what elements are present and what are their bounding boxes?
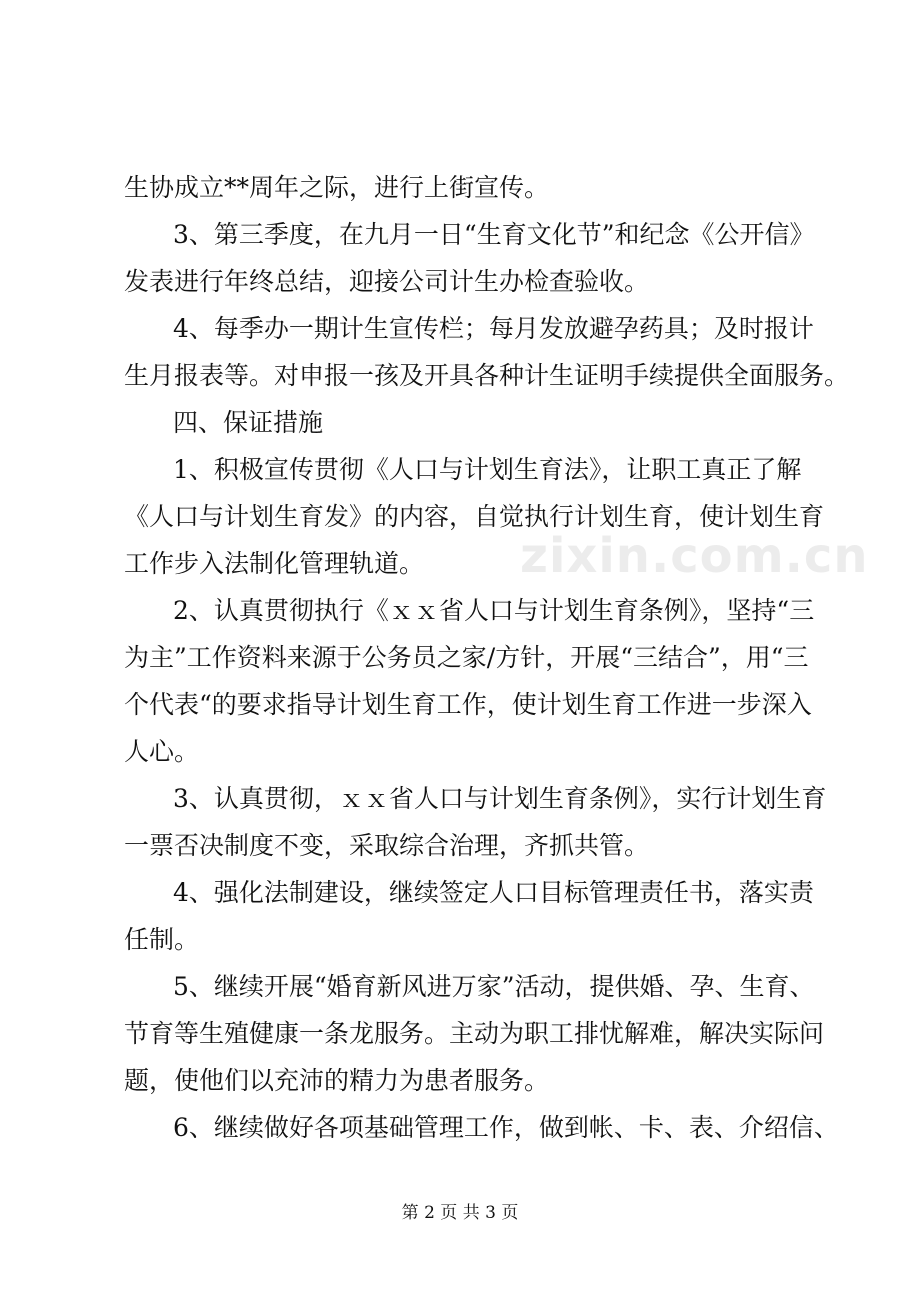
text-line: 一票否决制度不变，采取综合治理，齐抓共管。 bbox=[124, 831, 650, 860]
text-line: 个代表“的要求指导计划生育工作，使计划生育工作进一步深入 bbox=[124, 690, 812, 719]
text-line: 2、认真贯彻执行《ｘｘ省人口与计划生育条例》，坚持“三 bbox=[173, 596, 815, 625]
text-line: 工作步入法制化管理轨道。 bbox=[124, 549, 425, 578]
text-line: 5、继续开展“婚育新风进万家”活动，提供婚、孕、生育、 bbox=[173, 972, 815, 1001]
text-line: 6、继续做好各项基础管理工作，做到帐、卡、表、介绍信、 bbox=[173, 1113, 839, 1142]
text-line: 节育等生殖健康一条龙服务。主动为职工排忧解难，解决实际问 bbox=[124, 1019, 825, 1048]
text-line: 人心。 bbox=[124, 737, 200, 766]
section-heading: 四、保证措施 bbox=[173, 408, 324, 437]
text-line: 题，使他们以充沛的精力为患者服务。 bbox=[124, 1066, 550, 1095]
text-line: 3、第三季度，在九月一日“生育文化节”和纪念《公开信》 bbox=[173, 220, 815, 249]
text-line: 为主”工作资料来源于公务员之家/方针，开展“三结合”，用“三 bbox=[124, 643, 809, 672]
text-line: 生月报表等。对申报一孩及开具各种计生证明手续提供全面服务。 bbox=[124, 361, 850, 390]
text-line: 任制。 bbox=[124, 925, 200, 954]
text-line: 4、强化法制建设，继续签定人口目标管理责任书，落实责 bbox=[173, 878, 814, 907]
text-line: 《人口与计划生育发》的内容，自觉执行计划生育，使计划生育 bbox=[124, 502, 825, 531]
text-line: 1、积极宣传贯彻《人口与计划生育法》，让职工真正了解 bbox=[173, 455, 802, 484]
text-line: 发表进行年终总结，迎接公司计生办检查验收。 bbox=[124, 267, 650, 296]
text-line: 生协成立**周年之际，进行上街宣传。 bbox=[124, 173, 550, 202]
text-line: 4、每季办一期计生宣传栏；每月发放避孕药具；及时报计 bbox=[173, 314, 814, 343]
text-line: 3、认真贯彻，ｘｘ省人口与计划生育条例》，实行计划生育 bbox=[173, 784, 827, 813]
page-footer: 第 2 页 共 3 页 bbox=[401, 1203, 519, 1223]
watermark: zixin.com.cn bbox=[520, 528, 869, 584]
document-body bbox=[124, 164, 850, 1151]
